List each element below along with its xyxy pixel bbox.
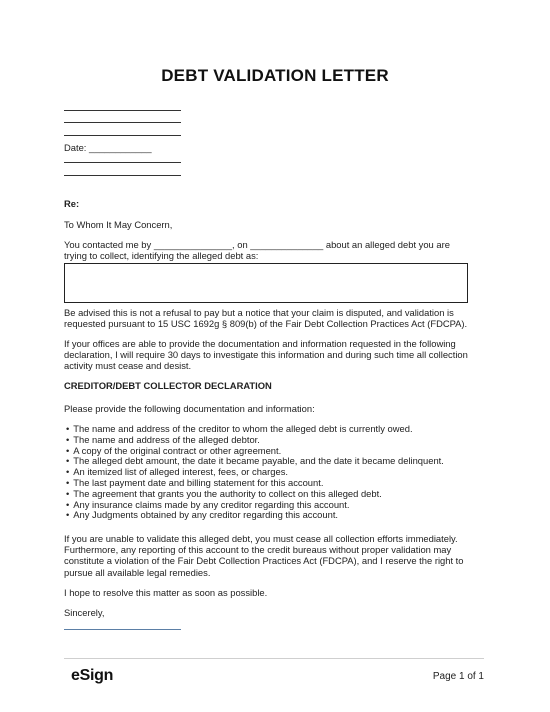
list-item: • The last payment date and billing statement for this account. (66, 478, 486, 489)
list-item: • An itemized list of alleged interest, fees, or charges. (66, 467, 486, 478)
document-title: DEBT VALIDATION LETTER (161, 66, 389, 85)
advised-paragraph (64, 307, 484, 329)
documentation-list (66, 424, 486, 521)
offices-line-3: activity must cease and desist. (64, 360, 192, 372)
list-item: • Any Judgments obtained by any creditor regarding this account. (66, 510, 486, 521)
date-label: Date: ____________ (64, 142, 152, 153)
unable-line-2: Furthermore, any reporting of this account to the credit bureaus without proper validation may (64, 544, 452, 556)
list-item: • The name and address of the creditor to whom the alleged debt is currently owed. (66, 424, 486, 435)
page-number: Page 1 of 1 (432, 671, 484, 682)
advised-line-1: Be advised this is not a refusal to pay but a notice that your claim is disputed, and validation is (64, 307, 454, 318)
recipient-name-line[interactable] (64, 162, 181, 163)
provide-intro: Please provide the following documentation and information: (64, 403, 315, 414)
recipient-address-line[interactable] (64, 175, 181, 176)
offices-line-1: If your offices are able to provide the documentation and information requested in the following (64, 338, 456, 349)
unable-paragraph (64, 533, 484, 578)
unable-line-1: If you are unable to validate this alleged debt, you must cease all collection efforts immediately. (64, 533, 458, 544)
list-item: • Any insurance claims made by any creditor regarding this account. (66, 500, 486, 511)
list-item: • The name and address of the alleged debtor. (66, 435, 486, 446)
closing: Sincerely, (64, 607, 105, 618)
footer-divider (64, 658, 484, 659)
list-item: • A copy of the original contract or other agreement. (66, 446, 486, 457)
unable-line-4: pursue all available legal remedies. (64, 566, 211, 578)
offices-line-2: declaration, I will require 30 days to investigate this information and during such time all collection (64, 349, 468, 361)
re-label: Re: (64, 198, 80, 209)
esign-logo: eSign (71, 667, 114, 684)
salutation: To Whom It May Concern, (64, 219, 173, 230)
list-item: • The agreement that grants you the authority to collect on this alleged debt. (66, 489, 486, 500)
sender-name-line[interactable] (64, 110, 181, 111)
contact-line-2: trying to collect, identifying the alleged debt as: (64, 250, 259, 262)
hope-line: I hope to resolve this matter as soon as possible. (64, 587, 268, 598)
contact-paragraph (64, 239, 484, 261)
unable-line-3: constitute a violation of the Fair Debt Collection Practices Act (FDCPA), and I reserve the right to (64, 555, 464, 567)
sender-address-line[interactable] (64, 122, 181, 123)
advised-line-2: requested pursuant to 15 USC 1692g § 809(b) of the Fair Debt Collection Practices Act (FDCPA). (64, 318, 468, 330)
sender-city-line[interactable] (64, 135, 181, 136)
list-item: • The alleged debt amount, the date it became payable, and the date it became delinquent. (66, 456, 486, 467)
contact-line-1: You contacted me by _______________, on ______________ about an alleged debt you are (64, 239, 450, 250)
offices-paragraph (64, 338, 484, 372)
signature-line[interactable] (64, 629, 181, 630)
alleged-debt-box[interactable] (64, 263, 468, 303)
section-heading: CREDITOR/DEBT COLLECTOR DECLARATION (64, 380, 272, 391)
